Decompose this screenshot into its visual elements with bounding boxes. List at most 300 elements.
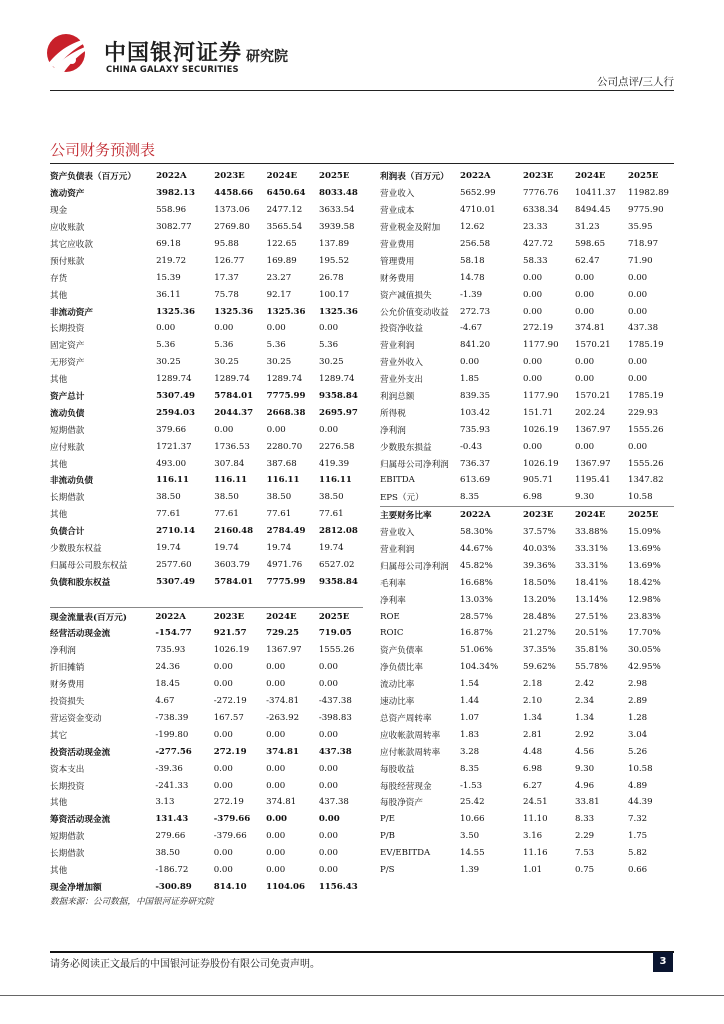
cell-value: 37.57% bbox=[523, 527, 556, 538]
cell-value: 116.11 bbox=[318, 475, 352, 486]
row-label: 其它应收款 bbox=[50, 240, 93, 250]
cell-value: 75.78 bbox=[214, 289, 239, 300]
institute-label: 研究院 bbox=[246, 49, 288, 65]
table-row bbox=[50, 506, 363, 523]
cell-value: 2594.03 bbox=[156, 407, 195, 418]
company-name-en: CHINA GALAXY SECURITIES bbox=[106, 64, 239, 74]
cell-value: 419.39 bbox=[318, 458, 350, 469]
section-title: 公司财务预测表 bbox=[50, 141, 156, 159]
table-row bbox=[380, 252, 674, 269]
row-label: 营业收入 bbox=[380, 189, 415, 200]
cell-value: 10411.37 bbox=[575, 188, 617, 199]
spacer-row bbox=[50, 590, 363, 607]
cell-value: 0.00 bbox=[318, 780, 338, 791]
source-note: 数据来源：公司数据，中国银河证券研究院 bbox=[50, 897, 214, 907]
table-row bbox=[50, 743, 363, 760]
row-label: 毛利率 bbox=[380, 578, 406, 589]
row-label: 营业外支出 bbox=[380, 375, 423, 386]
cell-value: 0.00 bbox=[318, 848, 338, 859]
cell-value: 0.00 bbox=[213, 662, 233, 673]
cell-value: 0.00 bbox=[318, 323, 339, 334]
cell-value: 0.00 bbox=[628, 357, 648, 368]
cell-value: 0.00 bbox=[266, 864, 286, 875]
cell-value: 1325.36 bbox=[266, 306, 306, 317]
year-header: 2025E bbox=[628, 506, 674, 523]
row-label: 资产负债率 bbox=[380, 646, 423, 657]
table-row bbox=[50, 777, 363, 794]
cell-value: 30.25 bbox=[156, 357, 181, 368]
row-label: 净利率 bbox=[380, 595, 406, 606]
table-row bbox=[380, 438, 674, 455]
cell-value: 0.00 bbox=[575, 289, 595, 300]
row-label: 公允价值变动收益 bbox=[380, 307, 449, 318]
right-column bbox=[380, 168, 674, 878]
cell-value: 1367.97 bbox=[575, 458, 611, 469]
row-label: 速动比率 bbox=[380, 697, 415, 708]
row-label: 筹资活动现金流 bbox=[50, 815, 111, 826]
cell-value: 23.33 bbox=[523, 222, 548, 233]
cell-value: 5.26 bbox=[628, 746, 648, 757]
cell-value: 598.65 bbox=[575, 239, 606, 249]
cell-value: 387.68 bbox=[266, 458, 297, 469]
cell-value: 2.81 bbox=[523, 729, 543, 740]
cell-value: 4.56 bbox=[575, 746, 595, 757]
cell-value: 58.33 bbox=[523, 255, 548, 266]
cell-value: 2.42 bbox=[575, 679, 595, 690]
cell-value: 11982.89 bbox=[628, 188, 670, 199]
cell-value: 1.75 bbox=[628, 831, 648, 842]
row-label: 归属母公司净利润 bbox=[380, 459, 449, 470]
row-label: 归属母公司股东权益 bbox=[50, 560, 128, 571]
table-row bbox=[50, 556, 363, 573]
title-divider bbox=[50, 163, 674, 164]
cell-value: 905.71 bbox=[523, 475, 554, 486]
cell-value: 38.50 bbox=[266, 492, 292, 503]
cell-value: 1373.06 bbox=[214, 205, 250, 216]
page-number: 3 bbox=[653, 952, 673, 972]
cell-value: 2.34 bbox=[575, 696, 595, 707]
cell-value: 0.00 bbox=[318, 662, 338, 673]
cell-value: 437.38 bbox=[318, 797, 349, 808]
cell-value: 21.27% bbox=[523, 628, 556, 639]
table-header-row bbox=[380, 168, 674, 185]
cell-value: 14.55 bbox=[460, 848, 485, 859]
table-row bbox=[380, 489, 674, 506]
cell-value: 735.93 bbox=[460, 424, 491, 435]
cell-value: 272.19 bbox=[523, 323, 554, 334]
cell-value: 31.23 bbox=[575, 222, 600, 233]
row-label: 利润总额 bbox=[380, 392, 415, 403]
cell-value: 3633.54 bbox=[318, 205, 355, 216]
year-header: 2025E bbox=[319, 608, 363, 625]
cell-value: 104.34% bbox=[460, 662, 499, 673]
table-row bbox=[380, 828, 674, 845]
row-label: 营业收入 bbox=[380, 528, 415, 539]
cell-value: 7776.76 bbox=[523, 188, 559, 199]
cell-value: -379.66 bbox=[213, 814, 251, 825]
table-row bbox=[50, 642, 363, 659]
cell-value: 1177.90 bbox=[523, 391, 559, 402]
cell-value: 38.50 bbox=[155, 848, 180, 859]
cell-value: 0.00 bbox=[213, 848, 233, 859]
row-label: 非流动资产 bbox=[50, 307, 93, 318]
cell-value: 2812.08 bbox=[318, 526, 358, 537]
table-row bbox=[380, 388, 674, 405]
cell-value: 25.42 bbox=[460, 797, 485, 808]
table-row bbox=[380, 472, 674, 489]
row-label: 经营活动现金流 bbox=[50, 629, 111, 640]
cell-value: 35.81% bbox=[575, 645, 608, 656]
cell-value: 10.58 bbox=[628, 763, 653, 774]
cell-value: 8.35 bbox=[460, 763, 480, 774]
cell-value: 0.00 bbox=[266, 814, 288, 825]
cell-value: 1785.19 bbox=[628, 391, 664, 402]
cell-value: 374.81 bbox=[266, 746, 299, 757]
cell-value: 2280.70 bbox=[266, 441, 303, 452]
cell-value: 0.00 bbox=[628, 441, 648, 452]
cell-value: 169.89 bbox=[266, 255, 297, 266]
cell-value: 1.34 bbox=[523, 712, 543, 723]
row-label: 投资损失 bbox=[50, 697, 85, 708]
row-label: 其他 bbox=[50, 865, 68, 876]
cell-value: 1785.19 bbox=[628, 340, 664, 351]
table-row bbox=[380, 676, 674, 693]
table-row bbox=[50, 811, 363, 828]
cell-value: 24.51 bbox=[523, 797, 548, 808]
cell-value: 18.45 bbox=[155, 679, 180, 690]
cell-value: 0.00 bbox=[318, 763, 338, 774]
cell-value: 2.18 bbox=[523, 679, 543, 690]
row-label: 营业外收入 bbox=[380, 358, 423, 369]
row-label: P/E bbox=[380, 814, 395, 825]
cell-value: 24.36 bbox=[155, 662, 180, 673]
cell-value: -300.89 bbox=[155, 881, 192, 892]
cell-value: 15.09% bbox=[628, 527, 661, 538]
cell-value: 0.75 bbox=[575, 864, 595, 875]
cell-value: 2710.14 bbox=[156, 526, 195, 537]
cell-value: 9358.84 bbox=[318, 391, 358, 402]
cell-value: 2695.97 bbox=[318, 407, 358, 418]
cell-value: 307.84 bbox=[214, 458, 245, 469]
cell-value: 3939.58 bbox=[318, 222, 355, 233]
disclaimer-text: 请务必阅读正文最后的中国银河证券股份有限公司免责声明。 bbox=[50, 959, 320, 970]
cell-value: 2.89 bbox=[628, 696, 648, 707]
table-header-row bbox=[380, 506, 674, 523]
cell-value: -199.80 bbox=[155, 729, 189, 740]
cell-value: 5784.01 bbox=[214, 576, 254, 587]
cell-value: 10.58 bbox=[628, 492, 653, 503]
cell-value: -277.56 bbox=[155, 746, 192, 757]
cell-value: 1570.21 bbox=[575, 340, 611, 351]
cell-value: 1.39 bbox=[460, 864, 480, 875]
cell-value: 0.00 bbox=[575, 357, 595, 368]
cell-value: 17.70% bbox=[628, 628, 661, 639]
cell-value: 103.42 bbox=[460, 407, 491, 418]
cell-value: 1555.26 bbox=[628, 424, 664, 435]
cell-value: 0.00 bbox=[156, 323, 176, 334]
row-label: 营业税金及附加 bbox=[380, 223, 441, 234]
cell-value: 38.50 bbox=[318, 492, 344, 503]
cell-value: -374.81 bbox=[266, 696, 300, 707]
header-divider bbox=[50, 90, 674, 91]
cell-value: 30.25 bbox=[266, 357, 292, 368]
cell-value: 1.85 bbox=[460, 374, 480, 385]
cell-value: 151.71 bbox=[523, 407, 554, 418]
cell-value: 38.50 bbox=[214, 492, 239, 503]
year-header: 2023E bbox=[523, 506, 575, 523]
cell-value: 40.03% bbox=[523, 544, 556, 555]
cell-value: 0.00 bbox=[575, 306, 595, 317]
row-label: P/B bbox=[380, 831, 395, 842]
table-row bbox=[380, 574, 674, 591]
row-label: 其他 bbox=[50, 510, 68, 521]
cell-value: 0.00 bbox=[523, 289, 543, 300]
cell-value: 36.11 bbox=[156, 289, 181, 300]
cell-value: 33.31% bbox=[575, 544, 608, 555]
table-row bbox=[50, 523, 363, 540]
year-header: 2022A bbox=[460, 506, 523, 523]
row-label: 财务费用 bbox=[50, 680, 85, 691]
cell-value: 33.88% bbox=[575, 527, 608, 538]
cell-value: 3082.77 bbox=[156, 222, 192, 233]
cell-value: 1555.26 bbox=[318, 645, 355, 656]
cell-value: 219.72 bbox=[156, 255, 187, 266]
table-row bbox=[50, 219, 363, 236]
cell-value: 116.11 bbox=[214, 475, 248, 486]
cell-value: 921.57 bbox=[213, 628, 247, 639]
cell-value: 77.61 bbox=[156, 509, 181, 520]
table-row bbox=[380, 354, 674, 371]
table-row bbox=[50, 726, 363, 743]
cell-value: 814.10 bbox=[213, 881, 247, 892]
cell-value: 9775.90 bbox=[628, 205, 664, 216]
cell-value: 0.00 bbox=[266, 780, 286, 791]
cell-value: 0.00 bbox=[318, 864, 338, 875]
row-label: 预付账款 bbox=[50, 256, 85, 267]
table-row bbox=[380, 862, 674, 879]
cell-value: 719.05 bbox=[318, 628, 352, 639]
cell-value: 1.07 bbox=[460, 712, 480, 723]
table-header-row bbox=[50, 168, 363, 185]
cell-value: -0.43 bbox=[460, 441, 483, 452]
cell-value: 4710.01 bbox=[460, 205, 496, 216]
cell-value: 77.61 bbox=[318, 509, 344, 520]
left-column bbox=[50, 168, 363, 895]
cell-value: 279.66 bbox=[155, 831, 186, 842]
cell-value: -39.36 bbox=[155, 763, 183, 774]
table-row bbox=[50, 236, 363, 253]
cell-value: -1.53 bbox=[460, 780, 483, 791]
row-label: 少数股东损益 bbox=[380, 442, 432, 453]
cell-value: 5784.01 bbox=[214, 391, 254, 402]
table-row bbox=[50, 455, 363, 472]
cell-value: 0.00 bbox=[628, 374, 648, 385]
cell-value: 0.00 bbox=[266, 729, 286, 740]
cell-value: 272.19 bbox=[213, 746, 247, 757]
table-row bbox=[380, 794, 674, 811]
row-label: EBITDA bbox=[380, 475, 415, 486]
cell-value: 0.00 bbox=[628, 272, 648, 283]
cell-value: 0.00 bbox=[575, 441, 595, 452]
cell-value: 437.38 bbox=[318, 746, 352, 757]
cell-value: 379.66 bbox=[156, 424, 187, 435]
cell-value: 1289.74 bbox=[156, 374, 192, 385]
cell-value: 4.96 bbox=[575, 780, 595, 791]
cell-value: 23.83% bbox=[628, 611, 661, 622]
row-label: 资产总计 bbox=[50, 392, 85, 403]
row-label: 负债合计 bbox=[50, 527, 85, 538]
cell-value: 0.66 bbox=[628, 864, 648, 875]
row-label: 折旧摊销 bbox=[50, 663, 85, 674]
table-row bbox=[50, 845, 363, 862]
row-label: 存货 bbox=[50, 273, 68, 284]
table-row bbox=[380, 710, 674, 727]
row-label: 流动负债 bbox=[50, 408, 85, 419]
cell-value: 19.74 bbox=[156, 543, 181, 554]
cell-value: 1325.36 bbox=[156, 306, 195, 317]
cell-value: 729.25 bbox=[266, 628, 299, 639]
cell-value: -437.38 bbox=[318, 696, 352, 707]
cell-value: 30.25 bbox=[318, 357, 344, 368]
cell-value: 7775.99 bbox=[266, 576, 306, 587]
table-row bbox=[380, 811, 674, 828]
cell-value: 5.36 bbox=[156, 340, 176, 351]
income-statement-table bbox=[380, 168, 674, 506]
table-row bbox=[50, 659, 363, 676]
cell-value: 4.89 bbox=[628, 780, 648, 791]
table-row bbox=[50, 269, 363, 286]
cell-value: 1.83 bbox=[460, 729, 480, 740]
cell-value: 26.78 bbox=[318, 272, 344, 283]
table-row bbox=[380, 659, 674, 676]
cell-value: 28.57% bbox=[460, 611, 493, 622]
cell-value: 33.81 bbox=[575, 797, 600, 808]
row-label: 营运资金变动 bbox=[50, 713, 102, 724]
table-row bbox=[50, 388, 363, 405]
table-row bbox=[380, 743, 674, 760]
cell-value: 45.82% bbox=[460, 560, 493, 571]
cell-value: 718.97 bbox=[628, 239, 659, 249]
row-label: 其他 bbox=[50, 375, 68, 386]
cell-value: 33.31% bbox=[575, 560, 608, 571]
cell-value: 9358.84 bbox=[318, 576, 358, 587]
cell-value: 1195.41 bbox=[575, 475, 611, 486]
cell-value: 2044.37 bbox=[214, 407, 254, 418]
cell-value: 5.36 bbox=[214, 340, 234, 351]
table-row bbox=[50, 573, 363, 590]
cell-value: 0.00 bbox=[266, 323, 286, 334]
cell-value: 5307.49 bbox=[156, 391, 195, 402]
cell-value: 1156.43 bbox=[318, 881, 358, 892]
table-row bbox=[380, 693, 674, 710]
cell-value: 0.00 bbox=[266, 763, 286, 774]
cell-value: 3.04 bbox=[628, 729, 648, 740]
cell-value: 44.67% bbox=[460, 544, 493, 555]
row-label: 其他 bbox=[50, 290, 68, 301]
table-row bbox=[50, 354, 363, 371]
cell-value: 7.53 bbox=[575, 848, 595, 859]
cell-value: 0.00 bbox=[460, 357, 480, 368]
table-row bbox=[380, 337, 674, 354]
table-row bbox=[50, 404, 363, 421]
table-row bbox=[50, 693, 363, 710]
row-label: 负债和股东权益 bbox=[50, 577, 111, 588]
cell-value: 3565.54 bbox=[266, 222, 303, 233]
cell-value: 0.00 bbox=[266, 679, 286, 690]
table-row bbox=[50, 710, 363, 727]
row-label: 应付帐款周转率 bbox=[380, 747, 441, 758]
cell-value: 116.11 bbox=[266, 475, 300, 486]
cell-value: 3603.79 bbox=[214, 559, 250, 570]
cell-value: 1.28 bbox=[628, 712, 648, 723]
cell-value: 4.67 bbox=[155, 696, 175, 707]
cell-value: 6338.34 bbox=[523, 205, 559, 216]
year-header: 2022A bbox=[156, 171, 187, 182]
cell-value: -263.92 bbox=[266, 712, 300, 723]
cell-value: 69.18 bbox=[156, 239, 181, 249]
table-row bbox=[380, 845, 674, 862]
cell-value: 2769.80 bbox=[214, 222, 250, 233]
table-row bbox=[380, 642, 674, 659]
table-row bbox=[380, 202, 674, 219]
table-row bbox=[50, 320, 363, 337]
row-label: 长期投资 bbox=[50, 781, 85, 792]
document-type: 公司点评/三人行 bbox=[596, 76, 674, 88]
cell-value: 2.10 bbox=[523, 696, 543, 707]
row-label: 短期借款 bbox=[50, 832, 85, 843]
table-row bbox=[380, 269, 674, 286]
row-label: 所得税 bbox=[380, 408, 406, 419]
cell-value: 3.28 bbox=[460, 746, 480, 757]
cell-value: 5.82 bbox=[628, 848, 648, 859]
row-label: 少数股东权益 bbox=[50, 544, 102, 555]
cell-value: 30.05% bbox=[628, 645, 661, 656]
cell-value: -154.77 bbox=[155, 628, 192, 639]
row-label: 其他 bbox=[50, 459, 68, 470]
row-label: 每股净资产 bbox=[380, 798, 423, 809]
cell-value: 6.27 bbox=[523, 780, 543, 791]
cell-value: 0.00 bbox=[628, 289, 648, 300]
row-label: 归属母公司净利润 bbox=[380, 561, 449, 572]
cell-value: 1736.53 bbox=[214, 441, 250, 452]
row-label: 投资净收益 bbox=[380, 324, 423, 335]
cell-value: -186.72 bbox=[155, 864, 189, 875]
cell-value: 18.50% bbox=[523, 577, 556, 588]
table-row bbox=[50, 540, 363, 557]
table-row bbox=[380, 320, 674, 337]
cell-value: 6450.64 bbox=[266, 188, 306, 199]
cell-value: 2577.60 bbox=[156, 559, 192, 570]
table-row bbox=[50, 252, 363, 269]
cell-value: 839.35 bbox=[460, 391, 491, 402]
cell-value: 13.69% bbox=[628, 544, 661, 555]
cell-value: 374.81 bbox=[266, 797, 297, 808]
cell-value: 0.00 bbox=[628, 306, 648, 317]
table-row bbox=[380, 541, 674, 558]
table-row bbox=[380, 455, 674, 472]
cell-value: 39.36% bbox=[523, 560, 556, 571]
cell-value: 0.00 bbox=[214, 323, 234, 334]
table-row bbox=[50, 828, 363, 845]
table-row bbox=[50, 862, 363, 879]
cell-value: -379.66 bbox=[213, 831, 247, 842]
cell-value: 437.38 bbox=[628, 323, 659, 334]
table-row bbox=[50, 371, 363, 388]
cell-value: 0.00 bbox=[575, 272, 595, 283]
row-label: 长期借款 bbox=[50, 849, 85, 860]
cell-value: 12.62 bbox=[460, 222, 485, 233]
cell-value: 0.00 bbox=[213, 763, 233, 774]
